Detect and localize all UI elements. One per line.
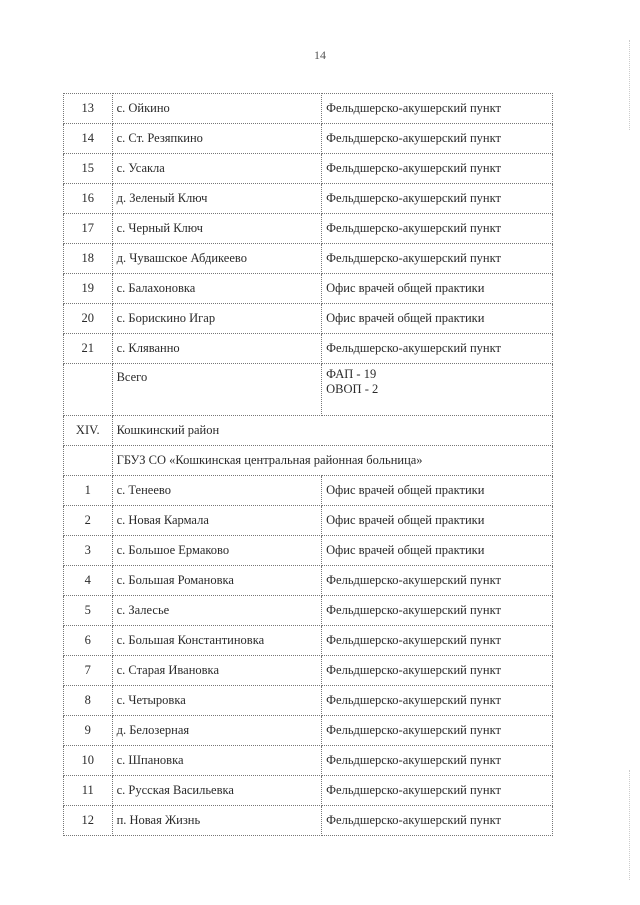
table-row [64,476,553,506]
table-row [64,656,553,686]
district-number: XIV. [64,416,113,446]
settlement-name: д. Чувашское Абдикеево [112,244,322,274]
settlement-name: с. Борискино Игар [112,304,322,334]
row-number: 16 [64,184,113,214]
facility-type: Офис врачей общей практики [322,536,553,566]
total-row [64,364,553,416]
hospital-number-cell [64,446,113,476]
settlement-name: с. Залесье [112,596,322,626]
table-row [64,716,553,746]
table-row [64,184,553,214]
facility-type: Фельдшерско-акушерский пункт [322,154,553,184]
settlement-name: с. Тенеево [112,476,322,506]
total-number-cell [64,364,113,416]
table-row [64,214,553,244]
table-row [64,274,553,304]
district-row [64,416,553,446]
facility-type: Фельдшерско-акушерский пункт [322,94,553,124]
row-number: 5 [64,596,113,626]
settlement-name: с. Балахоновка [112,274,322,304]
settlement-name: с. Ойкино [112,94,322,124]
table-row [64,806,553,836]
row-number: 20 [64,304,113,334]
row-number: 7 [64,656,113,686]
facility-type: Фельдшерско-акушерский пункт [322,806,553,836]
row-number: 11 [64,776,113,806]
facility-type: Фельдшерско-акушерский пункт [322,656,553,686]
facility-type: Фельдшерско-акушерский пункт [322,244,553,274]
table-row [64,334,553,364]
table-row [64,596,553,626]
row-number: 9 [64,716,113,746]
row-number: 18 [64,244,113,274]
row-number: 19 [64,274,113,304]
row-number: 6 [64,626,113,656]
facility-type: Офис врачей общей практики [322,304,553,334]
settlement-name: с. Кляванно [112,334,322,364]
facility-type: Фельдшерско-акушерский пункт [322,746,553,776]
facility-type: Фельдшерско-акушерский пункт [322,626,553,656]
facility-type: Офис врачей общей практики [322,274,553,304]
row-number: 2 [64,506,113,536]
total-ovop: ОВОП - 2 [326,382,379,396]
settlement-name: д. Зеленый Ключ [112,184,322,214]
settlement-name: с. Ст. Резяпкино [112,124,322,154]
table-row [64,686,553,716]
facility-type: Фельдшерско-акушерский пункт [322,214,553,244]
settlement-name: с. Черный Ключ [112,214,322,244]
row-number: 21 [64,334,113,364]
table-row [64,566,553,596]
row-number: 15 [64,154,113,184]
total-values [322,364,553,416]
row-number: 8 [64,686,113,716]
scan-edge-mark [628,40,630,130]
total-fap: ФАП - 19 [326,367,377,381]
table-row [64,154,553,184]
row-number: 12 [64,806,113,836]
row-number: 13 [64,94,113,124]
facility-type: Фельдшерско-акушерский пункт [322,716,553,746]
settlement-name: п. Новая Жизнь [112,806,322,836]
settlement-name: с. Усакла [112,154,322,184]
facility-type: Фельдшерско-акушерский пункт [322,184,553,214]
settlement-name: с. Большая Романовка [112,566,322,596]
total-label: Всего [112,364,322,416]
facility-type: Фельдшерско-акушерский пункт [322,124,553,154]
table-row [64,626,553,656]
settlement-name: с. Четыровка [112,686,322,716]
facility-type: Фельдшерско-акушерский пункт [322,686,553,716]
settlement-name: с. Большая Константиновка [112,626,322,656]
row-number: 1 [64,476,113,506]
row-number: 17 [64,214,113,244]
facility-type: Офис врачей общей практики [322,476,553,506]
settlement-name: д. Белозерная [112,716,322,746]
facility-type: Фельдшерско-акушерский пункт [322,776,553,806]
settlement-name: с. Старая Ивановка [112,656,322,686]
settlement-name: с. Новая Кармала [112,506,322,536]
facility-type: Офис врачей общей практики [322,506,553,536]
facilities-table [63,93,553,836]
table-row [64,304,553,334]
facility-type: Фельдшерско-акушерский пункт [322,334,553,364]
table-row [64,94,553,124]
settlement-name: с. Русская Васильевка [112,776,322,806]
district-name: Кошкинский район [112,416,552,446]
table-row [64,746,553,776]
table-row [64,244,553,274]
row-number: 14 [64,124,113,154]
hospital-name: ГБУЗ СО «Кошкинская центральная районная больница» [112,446,552,476]
table-row [64,124,553,154]
settlement-name: с. Большое Ермаково [112,536,322,566]
hospital-row [64,446,553,476]
table-row [64,776,553,806]
row-number: 4 [64,566,113,596]
facility-type: Фельдшерско-акушерский пункт [322,596,553,626]
row-number: 10 [64,746,113,776]
row-number: 3 [64,536,113,566]
table-row [64,506,553,536]
scan-edge-mark [628,770,630,880]
table-row [64,536,553,566]
facility-type: Фельдшерско-акушерский пункт [322,566,553,596]
page-number: 14 [314,48,326,62]
settlement-name: с. Шпановка [112,746,322,776]
